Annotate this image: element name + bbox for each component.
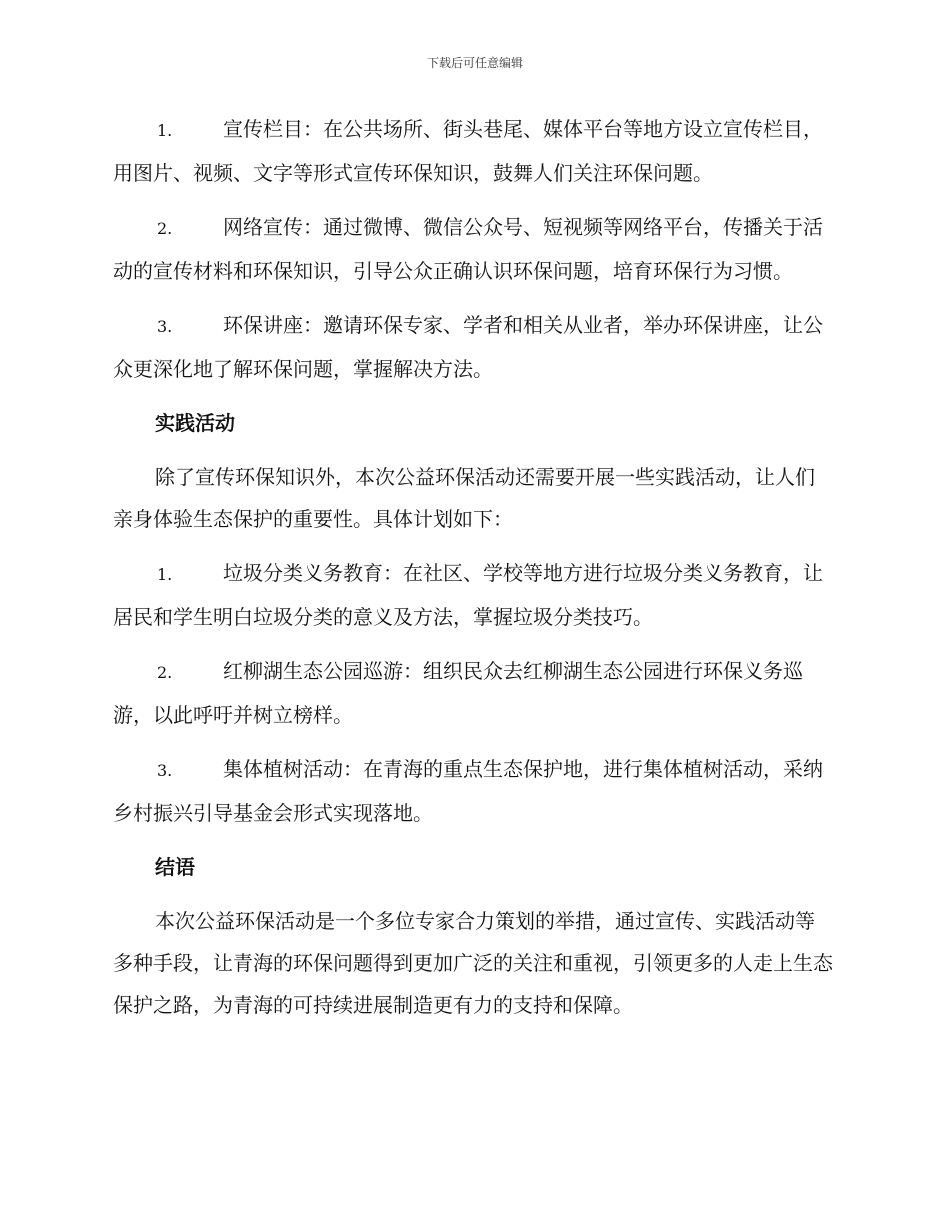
list-item [113, 206, 833, 292]
list-item [113, 748, 833, 834]
list-number: 3. [157, 317, 173, 336]
list-item [113, 552, 833, 638]
document-body [113, 108, 833, 1038]
section-heading-conclusion: 结语 [155, 855, 195, 879]
list-number: 2. [157, 219, 173, 238]
list-item-text: 红柳湖生态公园巡游：组织民众去红柳湖生态公园进行环保义务巡游，以此呼吁并树立榜样。 [113, 659, 803, 727]
list-number: 1. [157, 565, 173, 584]
list-item-text: 垃圾分类义务教育：在社区、学校等地方进行垃圾分类义务教育，让居民和学生明白垃圾分类的意义及方法，掌握垃圾分类技巧。 [113, 561, 823, 629]
practice-intro-paragraph: 除了宣传环保知识外，本次公益环保活动还需要开展一些实践活动，让人们亲身体验生态保护的重要性。具体计划如下： [113, 465, 815, 531]
page-header: 下载后可任意编辑 [426, 56, 523, 70]
list-item-text: 集体植树活动：在青海的重点生态保护地，进行集体植树活动，采纳乡村振兴引导基金会形式实现落地。 [113, 757, 823, 825]
list-item [113, 304, 833, 390]
list-item-text: 环保讲座：邀请环保专家、学者和相关从业者，举办环保讲座，让公众更深化地了解环保问题，掌握解决方法。 [113, 313, 823, 381]
list-item [113, 108, 833, 194]
list-number: 1. [157, 121, 173, 140]
conclusion-paragraph: 本次公益环保活动是一个多位专家合力策划的举措，通过宣传、实践活动等多种手段，让青海的环保问题得到更加广泛的关注和重视，引领更多的人走上生态保护之路，为青海的可持续进展制造更有力的支持和保障。 [113, 909, 833, 1017]
list-item-text: 网络宣传：通过微博、微信公众号、短视频等网络平台，传播关于活动的宣传材料和环保知识，引导公众正确认识环保问题，培育环保行为习惯。 [113, 215, 823, 283]
section-heading-practice: 实践活动 [155, 411, 235, 435]
list-item [113, 650, 833, 736]
list-number: 2. [157, 663, 173, 682]
list-number: 3. [157, 761, 173, 780]
list-item-text: 宣传栏目：在公共场所、街头巷尾、媒体平台等地方设立宣传栏目，用图片、视频、文字等形式宣传环保知识，鼓舞人们关注环保问题。 [113, 117, 823, 185]
